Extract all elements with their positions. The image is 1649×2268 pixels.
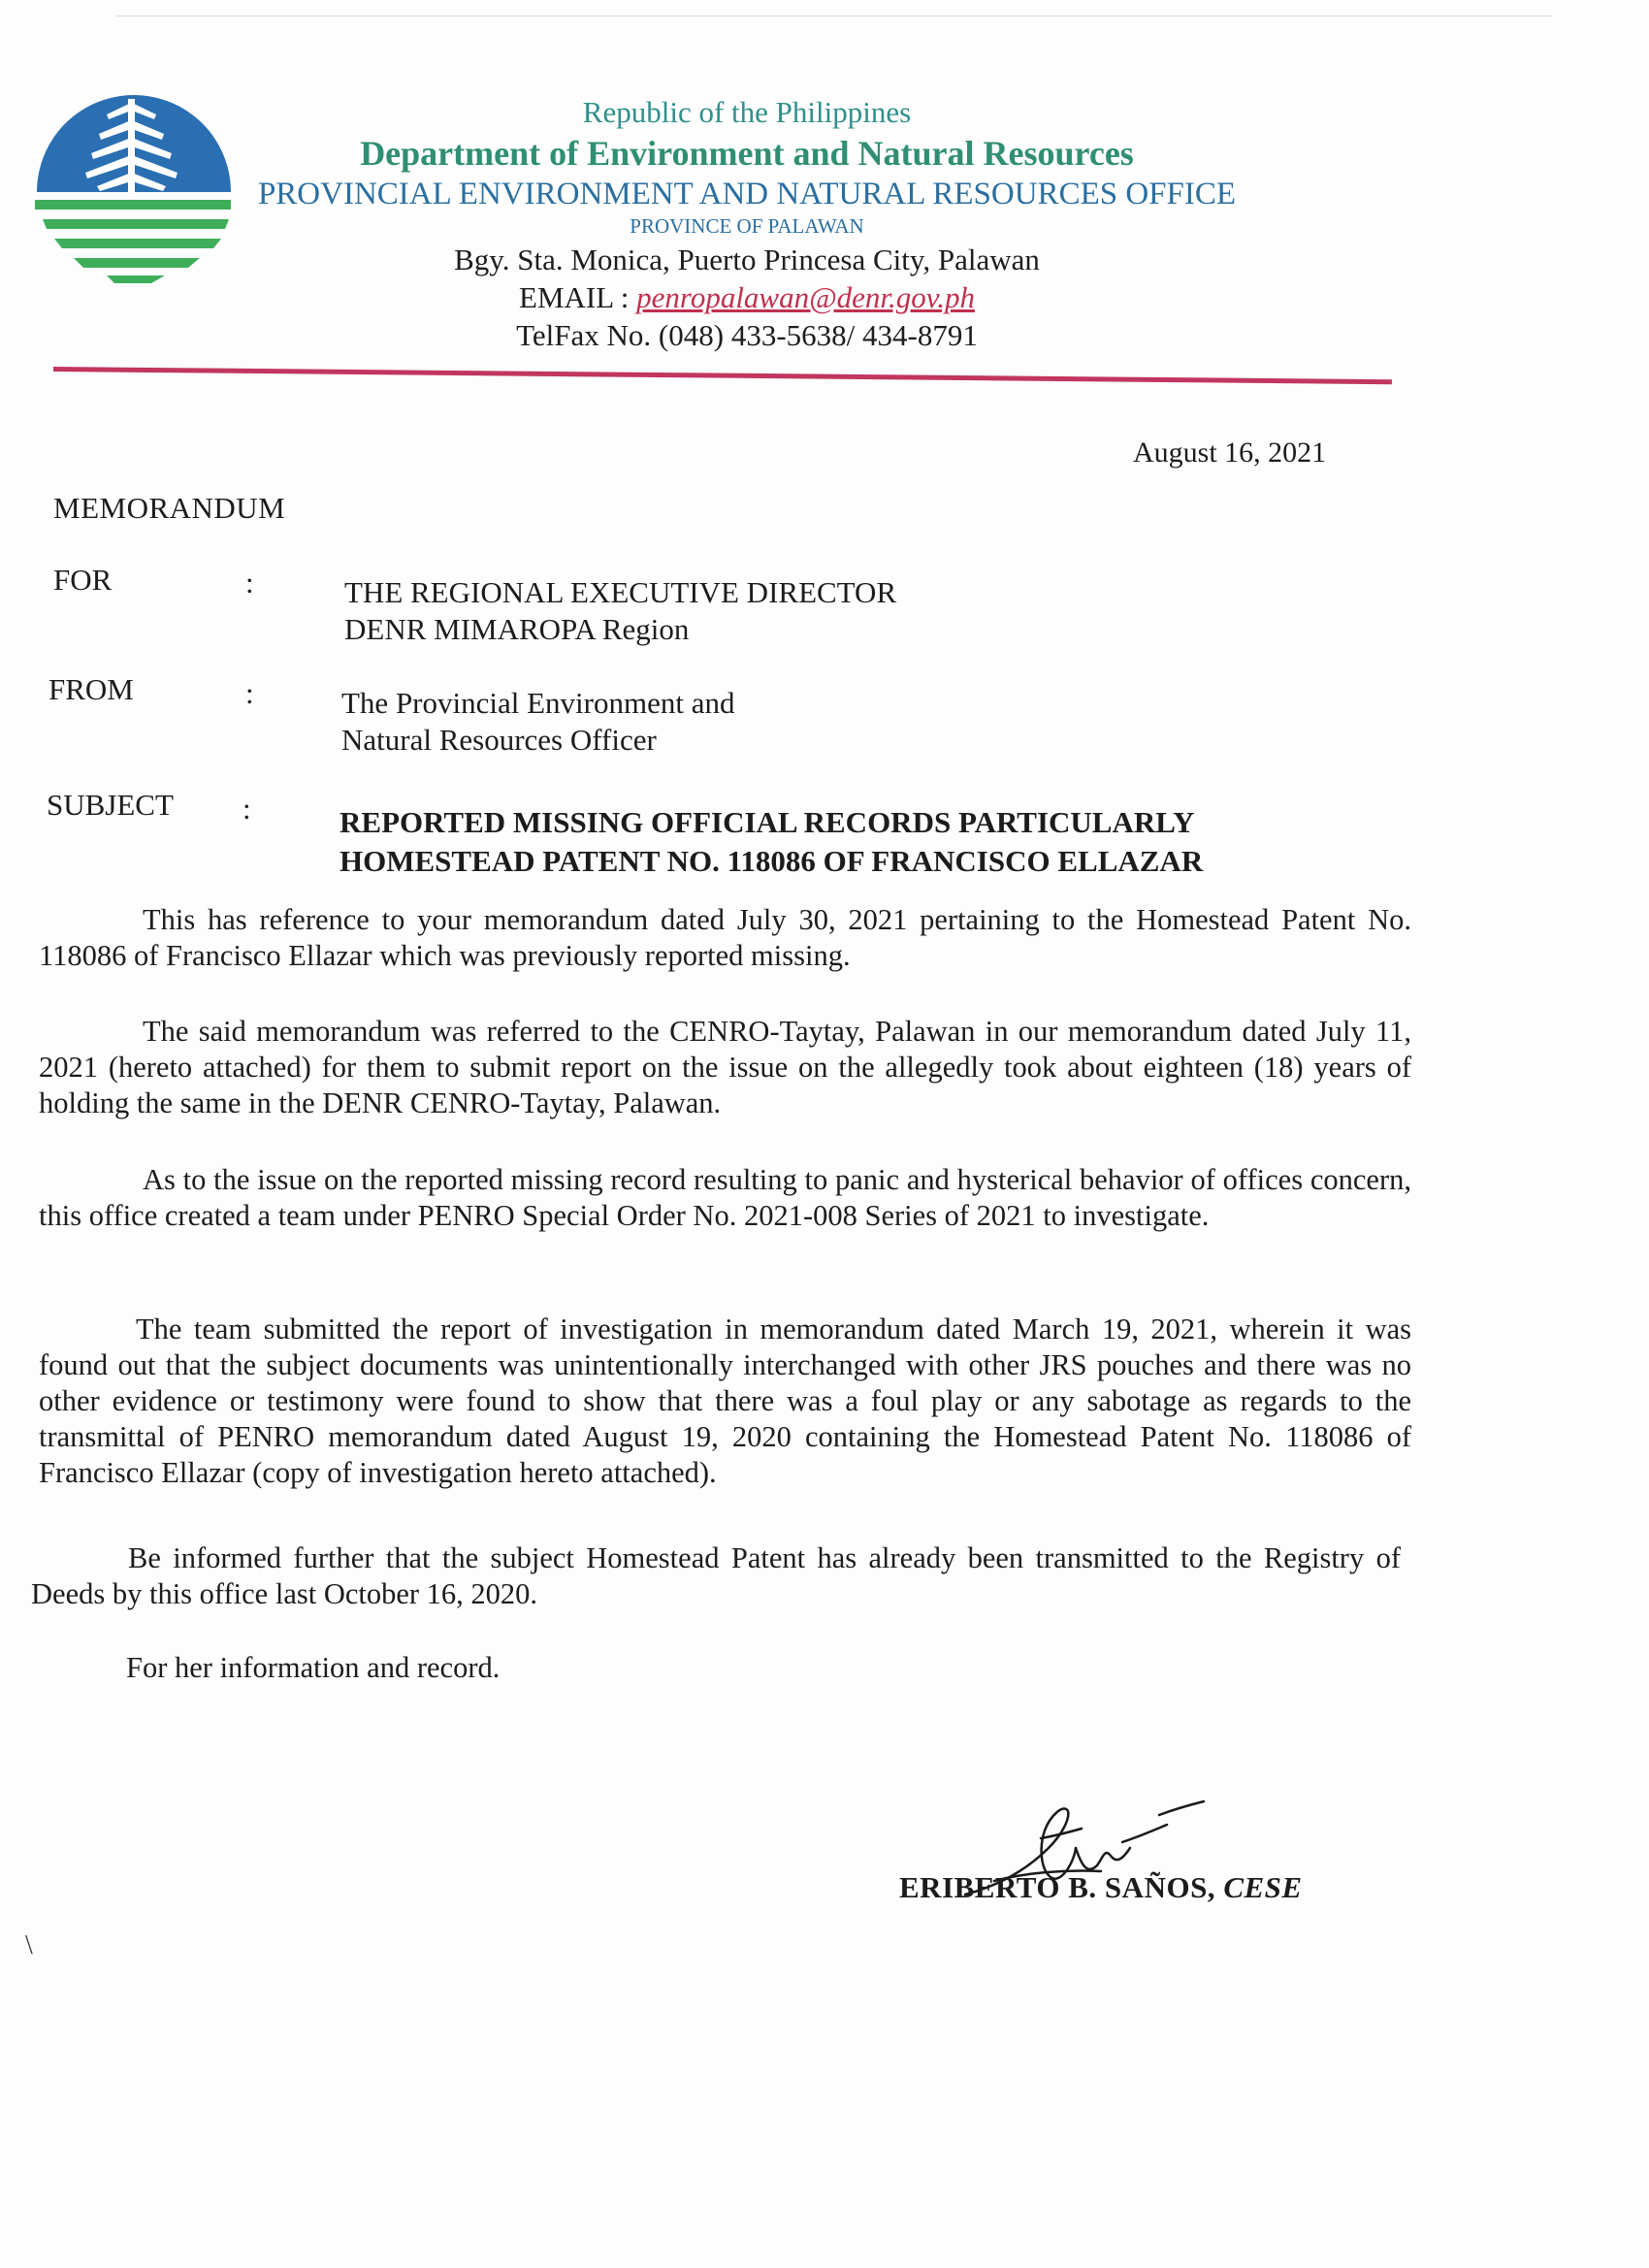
memo-title: MEMORANDUM — [53, 491, 286, 525]
letterhead-telfax: TelFax No. (048) 433-5638/ 434-8791 — [516, 318, 978, 352]
body-paragraph-4: The team submitted the report of investigation in memorandum dated March 19, 2021, wherein it was found out that the subject documents was unintentionally interchanged with other JRS pouches and there was no other evidence or testimony were found to show that there was a foul play or any sabotage as regards to the transmittal of PENRO memorandum dated August 19, 2020 containing the Homestead Patent No. 118086 of Francisco Ellazar (copy of investigation hereto attached). — [39, 1312, 1411, 1489]
from-line-2: Natural Resources Officer — [341, 723, 657, 757]
letterhead-office: PROVINCIAL ENVIRONMENT AND NATURAL RESOURCES OFFICE — [257, 177, 1237, 211]
letterhead — [233, 93, 1261, 355]
subject-label: SUBJECT — [47, 788, 174, 822]
for-recipient — [344, 574, 896, 648]
subject-text — [340, 803, 1203, 881]
body-paragraph-1: This has reference to your memorandum dated July 30, 2021 pertaining to the Homestead Patent No. 118086 of Francisco Ellazar which was previously reported missing. — [39, 903, 1411, 972]
for-label: FOR — [53, 563, 113, 597]
letterhead-republic: Republic of the Philippines — [582, 95, 912, 129]
subject-colon: : — [242, 792, 251, 826]
body-paragraph-5: Be informed further that the subject Homestead Patent has already been transmitted to the Registry of Deeds by this office last October 16, 2020. — [31, 1541, 1401, 1610]
letterhead-department: Department of Environment and Natural Resources — [360, 134, 1134, 173]
from-line-1: The Provincial Environment and — [341, 686, 735, 720]
signatory-suffix: CESE — [1223, 1870, 1303, 1904]
for-line-1: THE REGIONAL EXECUTIVE DIRECTOR — [344, 575, 897, 609]
signatory-fullname: ERIBERTO B. SAÑOS, — [899, 1870, 1216, 1904]
denr-logo — [29, 76, 235, 289]
email-label: EMAIL : — [519, 280, 637, 314]
letterhead-email-line — [233, 279, 1261, 316]
letterhead-divider — [53, 367, 1392, 384]
letterhead-address: Bgy. Sta. Monica, Puerto Princesa City, Palawan — [454, 243, 1040, 276]
body-paragraph-3: As to the issue on the reported missing record resulting to panic and hysterical behavior of offices concern, this office created a team under PENRO Special Order No. 2021-008 Series of 2021 to investigate. — [39, 1163, 1411, 1232]
from-label: FROM — [48, 672, 134, 706]
body-paragraph-2: The said memorandum was referred to the CENRO-Taytay, Palawan in our memorandum dated July 11, 2021 (hereto attached) for them to submit report on the issue on the allegedly took about eighteen (18) years of holding the same in the DENR CENRO-Taytay, Palawan. — [39, 1015, 1411, 1119]
email-link[interactable]: penropalawan@denr.gov.ph — [636, 280, 975, 314]
memo-date: August 16, 2021 — [1133, 437, 1327, 469]
signatory-name — [899, 1870, 1303, 1905]
subject-line-1: REPORTED MISSING OFFICIAL RECORDS PARTICULARLY — [340, 805, 1195, 839]
subject-line-2: HOMESTEAD PATENT NO. 118086 OF FRANCISCO ELLAZAR — [340, 844, 1204, 878]
margin-mark: \ — [25, 1930, 33, 1960]
for-line-2: DENR MIMAROPA Region — [344, 612, 690, 646]
closing-line: For her information and record. — [126, 1651, 501, 1684]
from-colon: : — [245, 676, 254, 710]
letterhead-province: PROVINCE OF PALAWAN — [630, 214, 864, 238]
for-colon: : — [245, 566, 254, 599]
from-sender — [341, 685, 734, 759]
